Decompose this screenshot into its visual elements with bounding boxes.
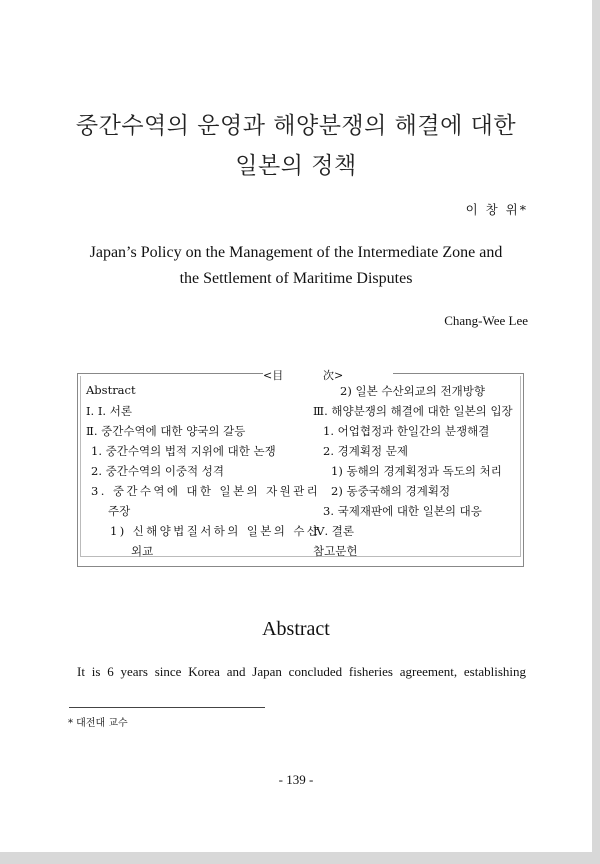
page-shadow-right [592,0,600,864]
toc-item-3-3: 3. 국제재판에 대한 일본의 대응 [323,504,482,518]
english-author: Chang-Wee Lee [444,313,528,328]
toc-item-2-3-1-cont: 외교 [131,544,154,558]
toc-item-2-3: 3. 중간수역에 대한 일본의 자원관리 [91,484,321,498]
abstract-heading: Abstract [262,618,330,640]
english-title-line-1: Japan’s Policy on the Management of the Intermediate Zone and [89,244,503,261]
toc-item-3-2-2: 2) 동중국해의 경계획정 [331,484,451,498]
toc-item-introduction: Ⅰ. Ⅰ. 서론 [86,404,132,418]
toc-item-3-2: 2. 경계획정 문제 [323,444,408,458]
page-number: - 139 - [278,772,314,787]
korean-title-line-1: 중간수역의 운영과 해양분쟁의 해결에 대한 [75,113,517,139]
table-of-contents [77,367,524,572]
toc-item-2-1: 1. 중간수역의 법적 지위에 대한 논쟁 [91,444,276,458]
toc-item-2-3-1: 1) 신해양법질서하의 일본의 수산 [110,524,321,538]
english-title-line-2: the Settlement of Maritime Disputes [179,270,413,287]
footnote-rule [69,707,265,708]
footnote: * 대전대 교수 [68,718,128,729]
toc-item-2-2: 2. 중간수역의 이중적 성격 [91,464,225,478]
korean-title-line-2: 일본의 정책 [235,153,357,179]
toc-item-conclusion: Ⅳ. 결론 [313,524,355,538]
toc-item-chapter-3: Ⅲ. 해양분쟁의 해결에 대한 일본의 입장 [313,404,513,418]
korean-author: 이 창 위* [465,202,528,217]
toc-item-3-2-1: 1) 동해의 경계획정과 독도의 처리 [331,464,502,478]
toc-heading-left: <目 [263,369,284,382]
toc-item-references: 참고문헌 [313,544,358,558]
toc-item-chapter-2: Ⅱ. 중간수역에 대한 양국의 갈등 [86,424,246,438]
toc-item-2-3-cont: 주장 [108,504,131,518]
toc-item-3-1: 1. 어업협정과 한일간의 분쟁해결 [323,424,490,438]
toc-item-abstract: Abstract [86,383,136,397]
toc-item-2-3-2: 2) 일본 수산외교의 전개방향 [340,384,485,398]
abstract-text: It is 6 years since Korea and Japan concluded fisheries agreement, establishing [77,664,526,679]
toc-heading-right: 次> [323,369,344,382]
page-shadow-bottom [0,852,600,864]
